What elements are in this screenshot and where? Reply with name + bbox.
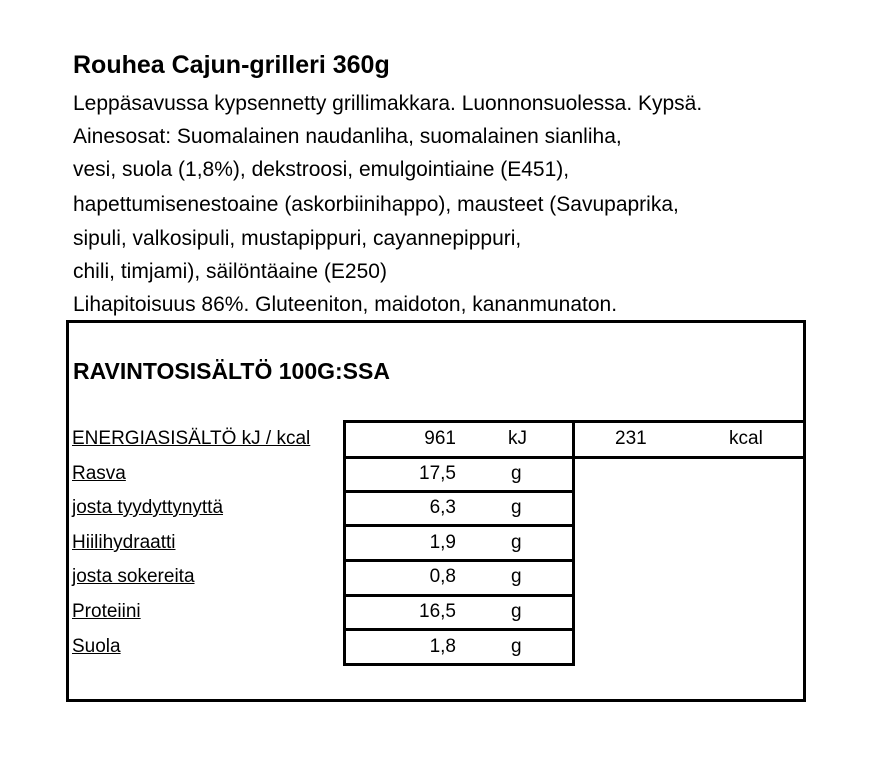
row-divider bbox=[343, 559, 575, 562]
row-divider bbox=[343, 490, 575, 493]
energy-kj-value: 961 bbox=[424, 428, 456, 449]
nutrient-label-carbohydrate: Hiilihydraatti bbox=[72, 532, 176, 553]
ingredients-line: chili, timjami), säilöntäaine (E250) bbox=[73, 260, 387, 283]
nutrient-unit-carbohydrate: g bbox=[511, 532, 522, 553]
nutrient-value-protein: 16,5 bbox=[419, 601, 456, 622]
ingredients-line: Ainesosat: Suomalainen naudanliha, suomalainen sianliha, bbox=[73, 125, 622, 148]
nutrient-label-saturated-fat: josta tyydyttynyttä bbox=[72, 497, 224, 518]
energy-kcal-value: 231 bbox=[615, 428, 647, 449]
nutrient-unit-fat: g bbox=[511, 463, 522, 484]
nutrient-label-sugars: josta sokereita bbox=[72, 566, 195, 587]
energy-kcal-unit: kcal bbox=[729, 428, 763, 449]
nutrient-unit-saturated-fat: g bbox=[511, 497, 522, 518]
ingredients-line: hapettumisenestoaine (askorbiinihappo), mausteet (Savupaprika, bbox=[73, 193, 679, 216]
nutrient-label-fat: Rasva bbox=[72, 463, 126, 484]
row-divider bbox=[343, 594, 575, 597]
energy-kj-unit: kJ bbox=[508, 428, 527, 449]
nutrient-value-salt: 1,8 bbox=[429, 636, 456, 657]
ingredients-line: sipuli, valkosipuli, mustapippuri, cayannepippuri, bbox=[73, 227, 522, 250]
nutrient-value-sugars: 0,8 bbox=[429, 566, 456, 587]
energy-label: ENERGIASISÄLTÖ kJ / kcal bbox=[72, 428, 311, 449]
nutrient-value-fat: 17,5 bbox=[419, 463, 456, 484]
meat-content-line: Lihapitoisuus 86%. Gluteeniton, maidoton, kananmunaton. bbox=[73, 293, 618, 316]
ingredients-line: vesi, suola (1,8%), dekstroosi, emulgointiaine (E451), bbox=[73, 158, 570, 181]
row-divider bbox=[343, 524, 575, 527]
nutrient-value-saturated-fat: 6,3 bbox=[429, 497, 456, 518]
nutrient-unit-sugars: g bbox=[511, 566, 522, 587]
nutrient-value-carbohydrate: 1,9 bbox=[429, 532, 456, 553]
nutrient-unit-salt: g bbox=[511, 636, 522, 657]
row-divider bbox=[343, 628, 575, 631]
product-title: Rouhea Cajun-grilleri 360g bbox=[73, 51, 390, 79]
nutrition-table-heading: RAVINTOSISÄLTÖ 100G:SSA bbox=[73, 358, 390, 384]
nutrient-label-salt: Suola bbox=[72, 636, 121, 657]
nutrient-label-protein: Proteiini bbox=[72, 601, 141, 622]
description-line: Leppäsavussa kypsennetty grillimakkara. Luonnonsuolessa. Kypsä. bbox=[73, 92, 703, 115]
value-column-bottom-border bbox=[343, 663, 575, 666]
nutrient-unit-protein: g bbox=[511, 601, 522, 622]
